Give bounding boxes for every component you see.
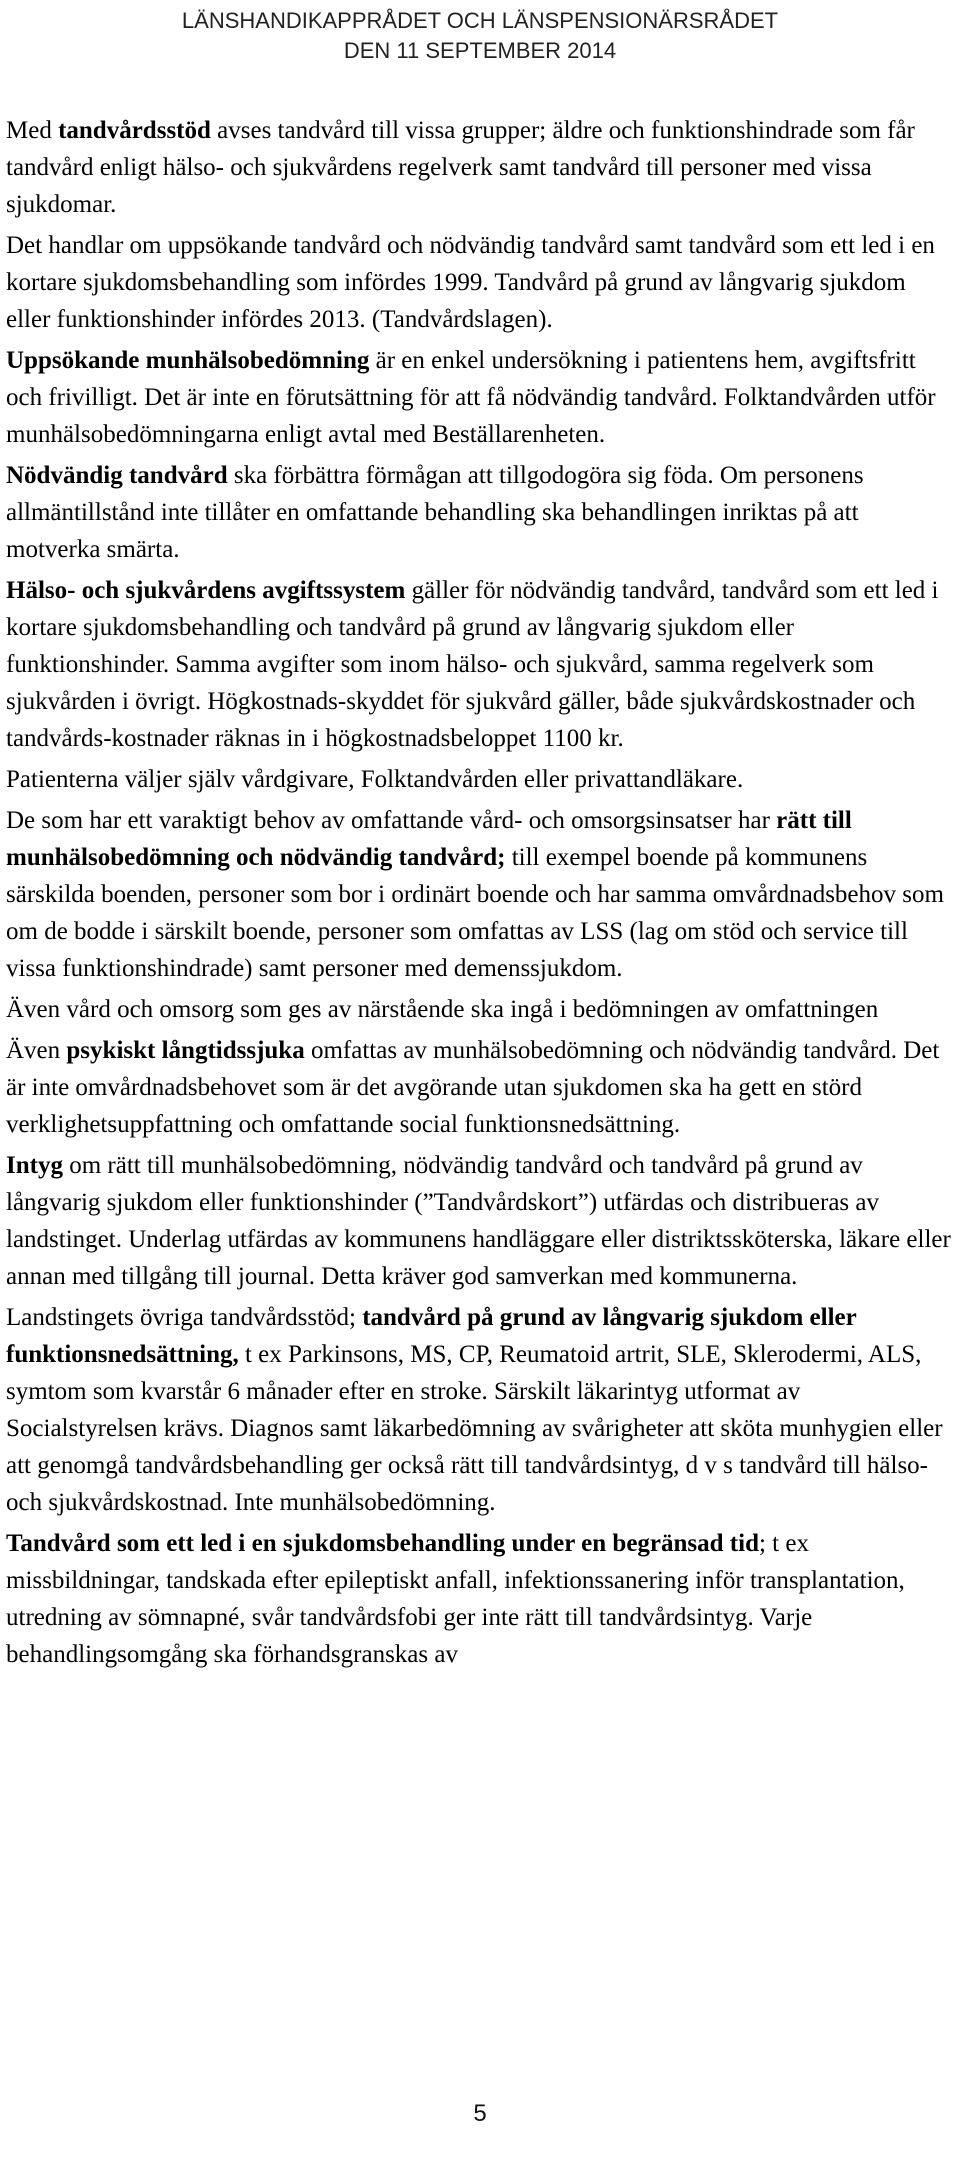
paragraph bbox=[6, 457, 952, 568]
bold-term: Nödvändig tandvård bbox=[6, 462, 228, 489]
header-date: DEN 11 SEPTEMBER 2014 bbox=[343, 38, 617, 63]
text-run: är en enkel undersökning i patientens hem, avgiftsfritt och frivilligt. Det är inte en förutsättning för att få nödvändig tandvård. Folktandvården utför munhälsobedömningarna enligt avtal med Beställarenheten. bbox=[6, 347, 936, 448]
bold-term: Intyg bbox=[6, 1152, 63, 1179]
text-run: Även bbox=[6, 1037, 67, 1064]
bold-term: tandvård på grund av långvarig sjukdom eller funktionsnedsättning, bbox=[6, 1304, 857, 1368]
text-run: omfattas av munhälsobedömning och nödvändig tandvård. Det är inte omvårdnadsbehovet som är det avgörande utan sjukdomen ska ha gett en störd verklighetsuppfattning och omfattande social funktionsnedsättning. bbox=[6, 1037, 940, 1138]
bold-term: rätt till munhälsobedömning och nödvändig tandvård; bbox=[6, 807, 852, 871]
paragraph bbox=[6, 761, 952, 798]
paragraph bbox=[6, 802, 952, 987]
bold-term: Tandvård som ett led i en sjukdomsbehandling under en begränsad tid bbox=[6, 1530, 759, 1557]
text-run: gäller för nödvändig tandvård, tandvård som ett led i kortare sjukdomsbehandling och tandvård på grund av långvarig sjukdom eller funktionshinder. Samma avgifter som inom hälso- och sjukvård, samma regelverk som sjukvården i övrigt. Högkostnads-skyddet för sjukvård gäller, både sjukvårdskostnader och tandvårds-kostnader räknas in i högkostnadsbeloppet 1100 kr. bbox=[6, 577, 939, 752]
text-run: Även vård och omsorg som ges av närstående ska ingå i bedömningen av omfattningen bbox=[6, 996, 879, 1023]
text-run: om rätt till munhälsobedömning, nödvändig tandvård och tandvård på grund av långvarig sjukdom eller funktionshinder (”Tandvårdskort”) utfärdas och distribueras av landstinget. Underlag utfärdas av kommunens handläggare eller distriktssköterska, läkare eller annan med tillgång till journal. Detta kräver god samverkan med kommunerna. bbox=[6, 1152, 951, 1290]
text-run: till exempel boende på kommunens särskilda boenden, personer som bor i ordinärt boende och har samma omvårdnadsbehov som om de bodde i särskilt boende, personer som omfattas av LSS (lag om stöd och service till vissa funktionshindrade) samt personer med demenssjukdom. bbox=[6, 844, 944, 982]
text-run: Det handlar om uppsökande tandvård och nödvändig tandvård samt tandvård som ett led i en kortare sjukdomsbehandling som infördes 1999. Tandvård på grund av långvarig sjukdom eller funktionshinder infördes 2013. (Tandvårdslagen). bbox=[6, 232, 935, 333]
paragraph bbox=[6, 991, 952, 1028]
header-title: LÄNSHANDIKAPPRÅDET OCH LÄNSPENSIONÄRSRÅDET bbox=[181, 8, 779, 33]
bold-term: psykiskt långtidssjuka bbox=[66, 1037, 305, 1064]
paragraph bbox=[6, 1032, 952, 1143]
paragraph bbox=[6, 1299, 952, 1521]
bold-term: Uppsökande munhälsobedömning bbox=[6, 347, 370, 374]
bold-term: Hälso- och sjukvårdens avgiftssystem bbox=[6, 577, 406, 604]
paragraph bbox=[6, 112, 952, 223]
text-run: Patienterna väljer själv vårdgivare, Folktandvården eller privattandläkare. bbox=[6, 766, 744, 793]
paragraph bbox=[6, 342, 952, 453]
page-header bbox=[0, 6, 960, 66]
bold-term: tandvårdsstöd bbox=[58, 117, 211, 144]
text-run: Landstingets övriga tandvårdsstöd; bbox=[6, 1304, 363, 1331]
page-number: 5 bbox=[473, 2100, 487, 2127]
text-run: De som har ett varaktigt behov av omfattande vård- och omsorgsinsatser har bbox=[6, 807, 777, 834]
text-run: ; t ex missbildningar, tandskada efter epileptiskt anfall, infektionssanering inför transplantation, utredning av sömnapné, svår tandvårdsfobi ger inte rätt till tandvårdsintyg. Varje behandlingsomgång ska förhandsgranskas av bbox=[6, 1530, 905, 1668]
paragraph bbox=[6, 227, 952, 338]
text-run: avses tandvård till vissa grupper; äldre och funktionshindrade som får tandvård enligt hälso- och sjukvårdens regelverk samt tandvård till personer med vissa sjukdomar. bbox=[6, 117, 915, 218]
text-run: ska förbättra förmågan att tillgodogöra sig föda. Om personens allmäntillstånd inte tillåter en omfattande behandling ska behandlingen inriktas på att motverka smärta. bbox=[6, 462, 864, 563]
paragraph bbox=[6, 1147, 952, 1295]
body-text bbox=[6, 112, 952, 1677]
paragraph bbox=[6, 1525, 952, 1673]
text-run: Med bbox=[6, 117, 59, 144]
paragraph bbox=[6, 572, 952, 757]
text-run: t ex Parkinsons, MS, CP, Reumatoid artrit, SLE, Sklerodermi, ALS, symtom som kvarstår 6 månader efter en stroke. Särskilt läkarintyg utformat av Socialstyrelsen krävs. Diagnos samt läkarbedömning av svårigheter att sköta munhygien eller att genomgå tandvårdsbehandling ger också rätt till tandvårdsintyg, d v s tandvård till hälso- och sjukvårdskostnad. Inte munhälsobedömning. bbox=[6, 1341, 943, 1516]
